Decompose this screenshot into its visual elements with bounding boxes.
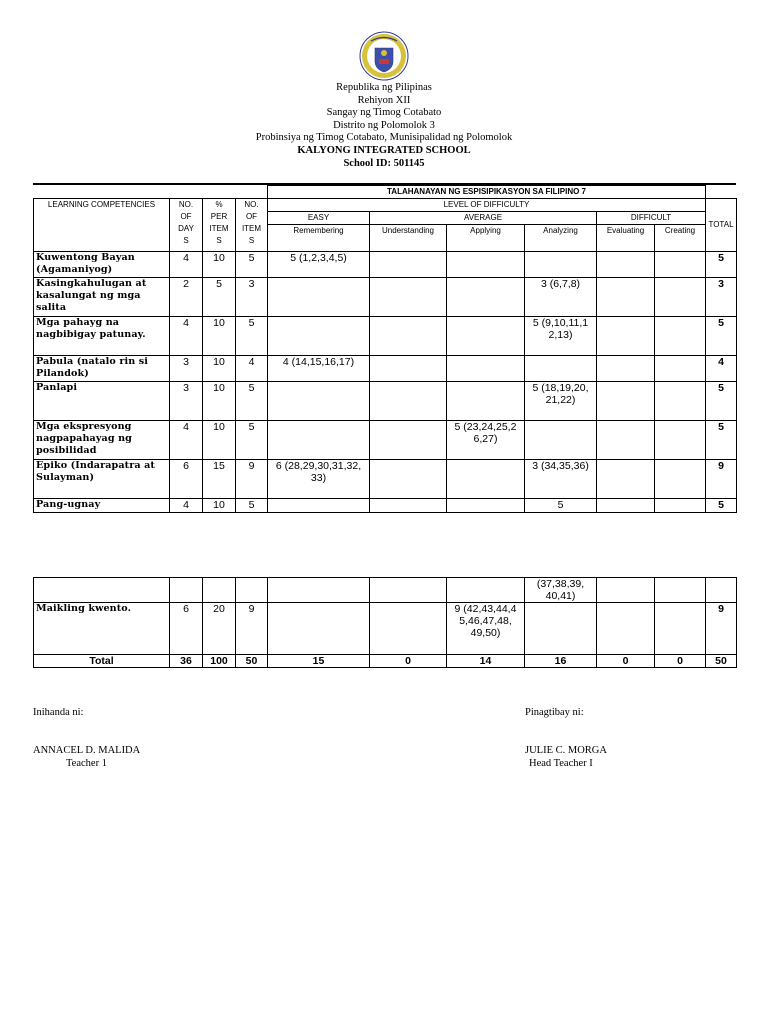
total-applying: 14 <box>447 655 525 668</box>
items-cell: 5 <box>236 252 268 278</box>
total-cell: 5 <box>706 499 737 513</box>
competency-cell: Pabula (natalo rin si Pilandok) <box>34 356 170 382</box>
analyzing-cell <box>525 356 597 382</box>
creating-cell <box>655 499 706 513</box>
tos-table <box>33 185 737 513</box>
approved-by-title: Head Teacher I <box>529 758 593 769</box>
total-cell: 3 <box>706 278 737 317</box>
total-label: Total <box>34 655 170 668</box>
understanding-cell <box>370 578 447 603</box>
total-cell: 5 <box>706 421 737 460</box>
analyzing-cell: 3 (6,7,8) <box>525 278 597 317</box>
days-cell: 4 <box>170 317 203 356</box>
evaluating-cell <box>597 382 655 421</box>
evaluating-cell <box>597 278 655 317</box>
district-line: Distrito ng Polomolok 3 <box>333 119 435 131</box>
table-row <box>34 460 737 499</box>
percent-cell: 5 <box>203 278 236 317</box>
competency-cell: Epiko (Indarapatra at Sulayman) <box>34 460 170 499</box>
percent-cell: 10 <box>203 356 236 382</box>
remembering-cell <box>268 317 370 356</box>
competency-cell: Mga ekspresyong nagpapahayag ng posibilidad <box>34 421 170 460</box>
applying-cell <box>447 317 525 356</box>
totals-row <box>34 655 737 668</box>
division-line: Sangay ng Timog Cotabato <box>326 107 442 119</box>
applying-cell: 9 (42,43,44,4 5,46,47,48, 49,50) <box>447 603 525 655</box>
items-header: NO. OF ITEM S <box>236 199 268 252</box>
prepared-by-label: Inihanda ni: <box>33 707 84 718</box>
applying-cell <box>447 382 525 421</box>
items-cell: 3 <box>236 278 268 317</box>
prepared-by-title: Teacher 1 <box>66 758 107 769</box>
remembering-cell <box>268 278 370 317</box>
understanding-cell <box>370 356 447 382</box>
creating-cell <box>655 317 706 356</box>
applying-cell <box>447 356 525 382</box>
percent-cell: 15 <box>203 460 236 499</box>
applying-cell <box>447 278 525 317</box>
total-cell: 5 <box>706 317 737 356</box>
percent-cell: 10 <box>203 252 236 278</box>
creating-cell <box>655 578 706 603</box>
difficult-header: DIFFICULT <box>597 212 706 225</box>
percent-cell: 10 <box>203 421 236 460</box>
percent-cell: 10 <box>203 317 236 356</box>
total-cell: 5 <box>706 252 737 278</box>
percent-header: % PER ITEM S <box>203 199 236 252</box>
understanding-cell <box>370 252 447 278</box>
percent-cell: 10 <box>203 499 236 513</box>
creating-cell <box>655 421 706 460</box>
creating-cell <box>655 278 706 317</box>
competencies-header: LEARNING COMPETENCIES <box>34 199 170 252</box>
remembering-cell <box>268 499 370 513</box>
items-cell: 5 <box>236 317 268 356</box>
understanding-cell <box>370 421 447 460</box>
percent-cell <box>203 578 236 603</box>
grand-total: 50 <box>706 655 737 668</box>
items-cell: 9 <box>236 603 268 655</box>
days-cell <box>170 578 203 603</box>
total-cell: 4 <box>706 356 737 382</box>
days-cell: 4 <box>170 252 203 278</box>
analyzing-cell: 5 <box>525 499 597 513</box>
days-cell: 6 <box>170 603 203 655</box>
table-row <box>34 382 737 421</box>
applying-cell: 5 (23,24,25,2 6,27) <box>447 421 525 460</box>
analyzing-header: Analyzing <box>525 225 597 252</box>
competency-cell <box>34 578 170 603</box>
days-cell: 2 <box>170 278 203 317</box>
total-percent: 100 <box>203 655 236 668</box>
understanding-cell <box>370 603 447 655</box>
remembering-cell: 4 (14,15,16,17) <box>268 356 370 382</box>
evaluating-cell <box>597 252 655 278</box>
understanding-cell <box>370 499 447 513</box>
competency-cell: Kuwentong Bayan (Agamaniyog) <box>34 252 170 278</box>
applying-header: Applying <box>447 225 525 252</box>
evaluating-cell <box>597 356 655 382</box>
days-cell: 6 <box>170 460 203 499</box>
remembering-cell <box>268 578 370 603</box>
total-header: TOTAL <box>706 199 737 252</box>
items-cell: 5 <box>236 421 268 460</box>
items-cell: 5 <box>236 499 268 513</box>
document-header <box>0 82 768 170</box>
republic-line: Republika ng Pilipinas <box>336 82 432 93</box>
items-cell: 9 <box>236 460 268 499</box>
days-cell: 3 <box>170 382 203 421</box>
total-items: 50 <box>236 655 268 668</box>
creating-cell <box>655 603 706 655</box>
understanding-cell <box>370 460 447 499</box>
total-cell: 9 <box>706 460 737 499</box>
competency-cell: Mga pahayg na nagbibigay patunay. <box>34 317 170 356</box>
days-cell: 4 <box>170 421 203 460</box>
percent-cell: 10 <box>203 382 236 421</box>
prepared-by-name: ANNACEL D. MALIDA <box>33 745 141 756</box>
evaluating-cell <box>597 317 655 356</box>
competency-cell: Panlapi <box>34 382 170 421</box>
days-header: NO. OF DAY S <box>170 199 203 252</box>
table-row <box>34 317 737 356</box>
region-line: Rehiyon XII <box>357 94 411 106</box>
analyzing-cell <box>525 603 597 655</box>
understanding-cell <box>370 317 447 356</box>
evaluating-cell <box>597 460 655 499</box>
table-row <box>34 356 737 382</box>
school-id: School ID: 501145 <box>343 157 425 169</box>
applying-cell <box>447 499 525 513</box>
items-cell <box>236 578 268 603</box>
table-row <box>34 252 737 278</box>
remembering-cell: 5 (1,2,3,4,5) <box>268 252 370 278</box>
applying-cell <box>447 578 525 603</box>
total-analyzing: 16 <box>525 655 597 668</box>
total-cell: 5 <box>706 382 737 421</box>
analyzing-cell <box>525 421 597 460</box>
days-cell: 3 <box>170 356 203 382</box>
understanding-cell <box>370 278 447 317</box>
table-row <box>34 421 737 460</box>
remembering-cell <box>268 603 370 655</box>
analyzing-cell <box>525 252 597 278</box>
table-row <box>34 578 737 603</box>
school-name: KALYONG INTEGRATED SCHOOL <box>297 144 471 156</box>
competency-cell: Kasingkahulugan at kasalungat ng mga salita <box>34 278 170 317</box>
approved-by-label: Pinagtibay ni: <box>525 707 584 718</box>
table-row <box>34 499 737 513</box>
evaluating-cell <box>597 578 655 603</box>
remembering-header: Remembering <box>268 225 370 252</box>
province-line: Probinsiya ng Timog Cotabato, Munisipalidad ng Polomolok <box>255 132 513 144</box>
table-row <box>34 603 737 655</box>
competency-cell: Pang-ugnay <box>34 499 170 513</box>
evaluating-cell <box>597 421 655 460</box>
creating-cell <box>655 460 706 499</box>
understanding-cell <box>370 382 447 421</box>
average-header: AVERAGE <box>370 212 597 225</box>
percent-cell: 20 <box>203 603 236 655</box>
table-title: TALAHANAYAN NG ESPISIPIKASYON SA FILIPINO 7 <box>268 186 706 199</box>
applying-cell <box>447 252 525 278</box>
evaluating-header: Evaluating <box>597 225 655 252</box>
creating-cell <box>655 252 706 278</box>
analyzing-cell: 5 (9,10,11,1 2,13) <box>525 317 597 356</box>
total-creating: 0 <box>655 655 706 668</box>
level-of-difficulty-header: LEVEL OF DIFFICULTY <box>268 199 706 212</box>
competency-cell: Maikling kwento. <box>34 603 170 655</box>
evaluating-cell <box>597 499 655 513</box>
total-understanding: 0 <box>370 655 447 668</box>
days-cell: 4 <box>170 499 203 513</box>
approved-by-name: JULIE C. MORGA <box>525 745 607 756</box>
total-remembering: 15 <box>268 655 370 668</box>
understanding-header: Understanding <box>370 225 447 252</box>
remembering-cell <box>268 382 370 421</box>
remembering-cell: 6 (28,29,30,31,32, 33) <box>268 460 370 499</box>
analyzing-cell: (37,38,39, 40,41) <box>525 578 597 603</box>
analyzing-cell: 3 (34,35,36) <box>525 460 597 499</box>
evaluating-cell <box>597 603 655 655</box>
remembering-cell <box>268 421 370 460</box>
total-days: 36 <box>170 655 203 668</box>
deped-seal-icon <box>359 31 409 81</box>
creating-cell <box>655 356 706 382</box>
total-evaluating: 0 <box>597 655 655 668</box>
creating-header: Creating <box>655 225 706 252</box>
easy-header: EASY <box>268 212 370 225</box>
items-cell: 4 <box>236 356 268 382</box>
total-cell: 9 <box>706 603 737 655</box>
analyzing-cell: 5 (18,19,20, 21,22) <box>525 382 597 421</box>
total-cell <box>706 578 737 603</box>
tos-table-continuation <box>33 577 737 668</box>
creating-cell <box>655 382 706 421</box>
table-row <box>34 278 737 317</box>
applying-cell <box>447 460 525 499</box>
items-cell: 5 <box>236 382 268 421</box>
